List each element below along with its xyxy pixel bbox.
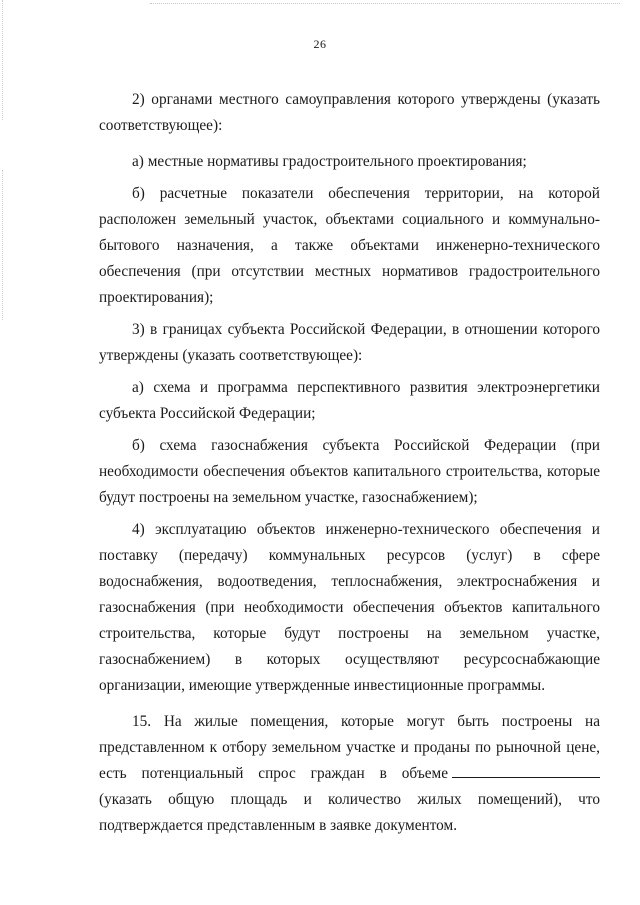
paragraph-electro-scheme: а) схема и программа перспективного развития электроэнергетики субъекта Российской Федерации; xyxy=(99,379,600,422)
scan-edge-left-upper xyxy=(2,0,3,120)
scan-edge-left-middle xyxy=(2,170,3,320)
paragraph-local-standards: а) местные нормативы градостроительного проектирования; xyxy=(132,153,527,170)
housing-demand-note: (указать общую площадь и количество жилых помещений), что подтверждается представленным в заявке документом. xyxy=(99,791,600,834)
document-body xyxy=(99,87,600,839)
page-number: 26 xyxy=(313,37,327,51)
paragraph-gas-scheme: б) схема газоснабжения субъекта Российской Федерации (при необходимости обеспечения объектов капитального строительства, которые будут построены на земельном участке, газоснабжением); xyxy=(99,437,600,506)
paragraph-calculated-indicators: б) расчетные показатели обеспечения территории, на которой расположен земельный участок, объектами социального и коммунально-бытового назначения, а также объектами инженерно-технического обеспечения (при отсутствии местных нормативов градостроительного проектирования); xyxy=(99,185,600,306)
paragraph-federal-subject: 3) в границах субъекта Российской Федерации, в отношении которого утверждены (указать соответствующее): xyxy=(99,321,600,364)
paragraph-local-government: 2) органами местного самоуправления которого утверждены (указать соответствующее): xyxy=(99,91,600,134)
paragraph-utilities-operation: 4) эксплуатацию объектов инженерно-технического обеспечения и поставку (передачу) коммунальных ресурсов (услуг) в сфере водоснабжения, водоотведения, теплоснабжения, электроснабжения и газоснабжения (при необходимости обеспечения объектов капитального строительства, которые будут построены на земельном участке, газоснабжением) в которых осуществляют ресурсоснабжающие организации, имеющие утвержденные инвестиционные программы. xyxy=(99,521,600,694)
housing-demand-text: 15. На жилые помещения, которые могут быть построены на представленном к отбору земельном участке и проданы по рыночной цене, есть потенциальный спрос граждан в объеме xyxy=(99,713,600,782)
paragraph-housing-demand xyxy=(99,709,600,839)
scan-edge-top xyxy=(150,3,620,4)
volume-blank-field xyxy=(452,761,600,778)
